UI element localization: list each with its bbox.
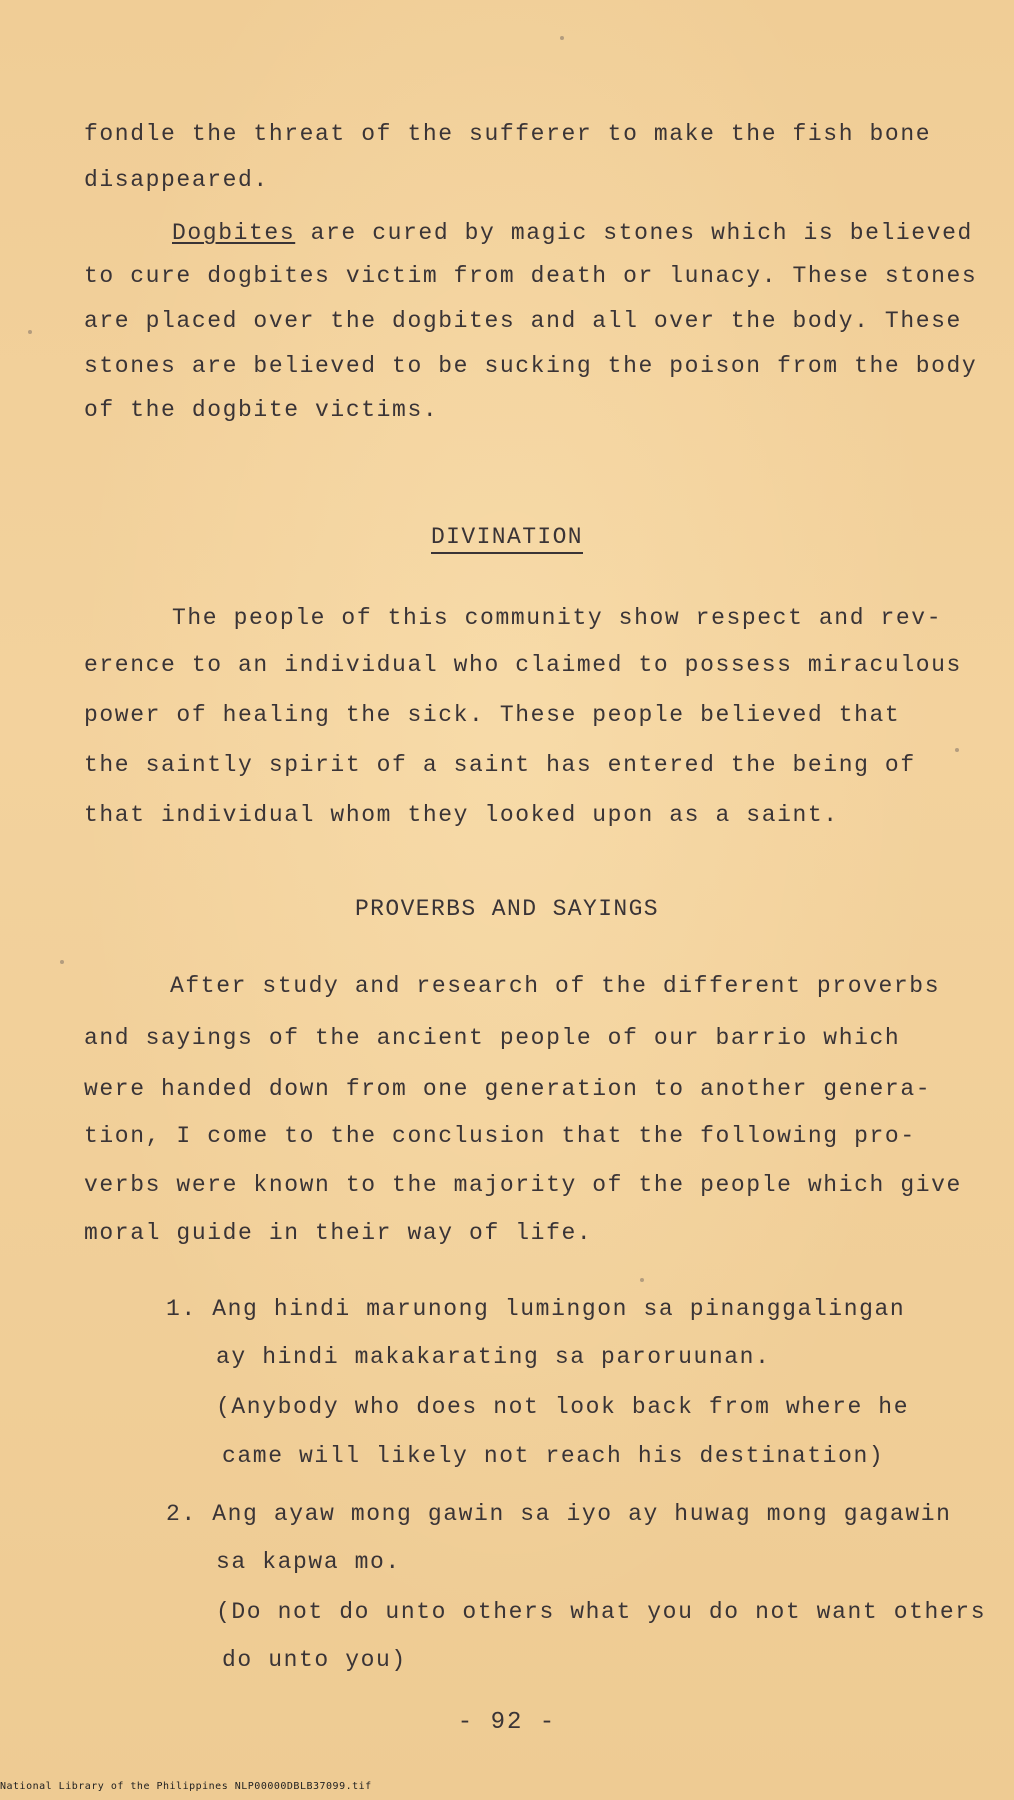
proverb-tagalog: Ang hindi marunong lumingon sa pinanggalingan: [212, 1296, 906, 1322]
text-line: stones are believed to be sucking the poison from the body: [84, 353, 978, 379]
paper-speck: [955, 748, 959, 752]
heading-divination: DIVINATION: [0, 524, 1014, 550]
text-line: of the dogbite victims.: [84, 397, 439, 423]
text-line: were handed down from one generation to another genera-: [84, 1076, 932, 1102]
heading-proverbs-and-sayings: PROVERBS AND SAYINGS: [354, 896, 660, 922]
paper-speck: [560, 36, 564, 40]
proverb-tagalog: Ang ayaw mong gawin sa iyo ay huwag mong gagawin: [212, 1501, 952, 1527]
paper-speck: [28, 330, 32, 334]
proverb-number: 1.: [166, 1296, 197, 1322]
dogbites-term: Dogbites: [172, 220, 296, 246]
text-line: power of healing the sick. These people believed that: [84, 702, 901, 728]
proverb-1-line: [166, 1294, 905, 1324]
text-line: erence to an individual who claimed to possess miraculous: [84, 652, 962, 678]
text-line: moral guide in their way of life.: [84, 1220, 593, 1246]
archive-footer: National Library of the Philippines NLP00000DBLB37099.tif: [0, 1781, 372, 1792]
text-line: disappeared.: [84, 167, 269, 193]
text-line: that individual whom they looked upon as a saint.: [84, 802, 839, 828]
paper-speck: [640, 1278, 644, 1282]
proverb-1-translation: came will likely not reach his destination): [222, 1443, 885, 1469]
proverb-number: 2.: [166, 1501, 197, 1527]
proverb-1-translation: (Anybody who does not look back from where he: [216, 1394, 910, 1420]
dogbites-text: are cured by magic stones which is believed: [295, 220, 973, 246]
proverb-2-translation: (Do not do unto others what you do not want others: [216, 1599, 987, 1625]
text-line: fondle the threat of the sufferer to make the fish bone: [84, 121, 932, 147]
page-number: - 92 -: [457, 1709, 557, 1736]
dogbites-paragraph-line: [172, 218, 973, 248]
text-line: and sayings of the ancient people of our barrio which: [84, 1025, 901, 1051]
proverb-1-line: ay hindi makakarating sa paroruunan.: [216, 1344, 771, 1370]
text-line: are placed over the dogbites and all over the body. These: [84, 308, 962, 334]
text-line: tion, I come to the conclusion that the following pro-: [84, 1123, 916, 1149]
text-line: The people of this community show respect and rev-: [172, 605, 943, 631]
text-line: After study and research of the different proverbs: [170, 973, 941, 999]
text-line: to cure dogbites victim from death or lunacy. These stones: [84, 263, 978, 289]
text-line: the saintly spirit of a saint has entered the being of: [84, 752, 916, 778]
paper-speck: [60, 960, 64, 964]
proverb-2-line: [166, 1499, 952, 1529]
proverb-2-translation: do unto you): [222, 1647, 407, 1673]
text-line: verbs were known to the majority of the people which give: [84, 1172, 962, 1198]
proverb-2-line: sa kapwa mo.: [216, 1549, 401, 1575]
